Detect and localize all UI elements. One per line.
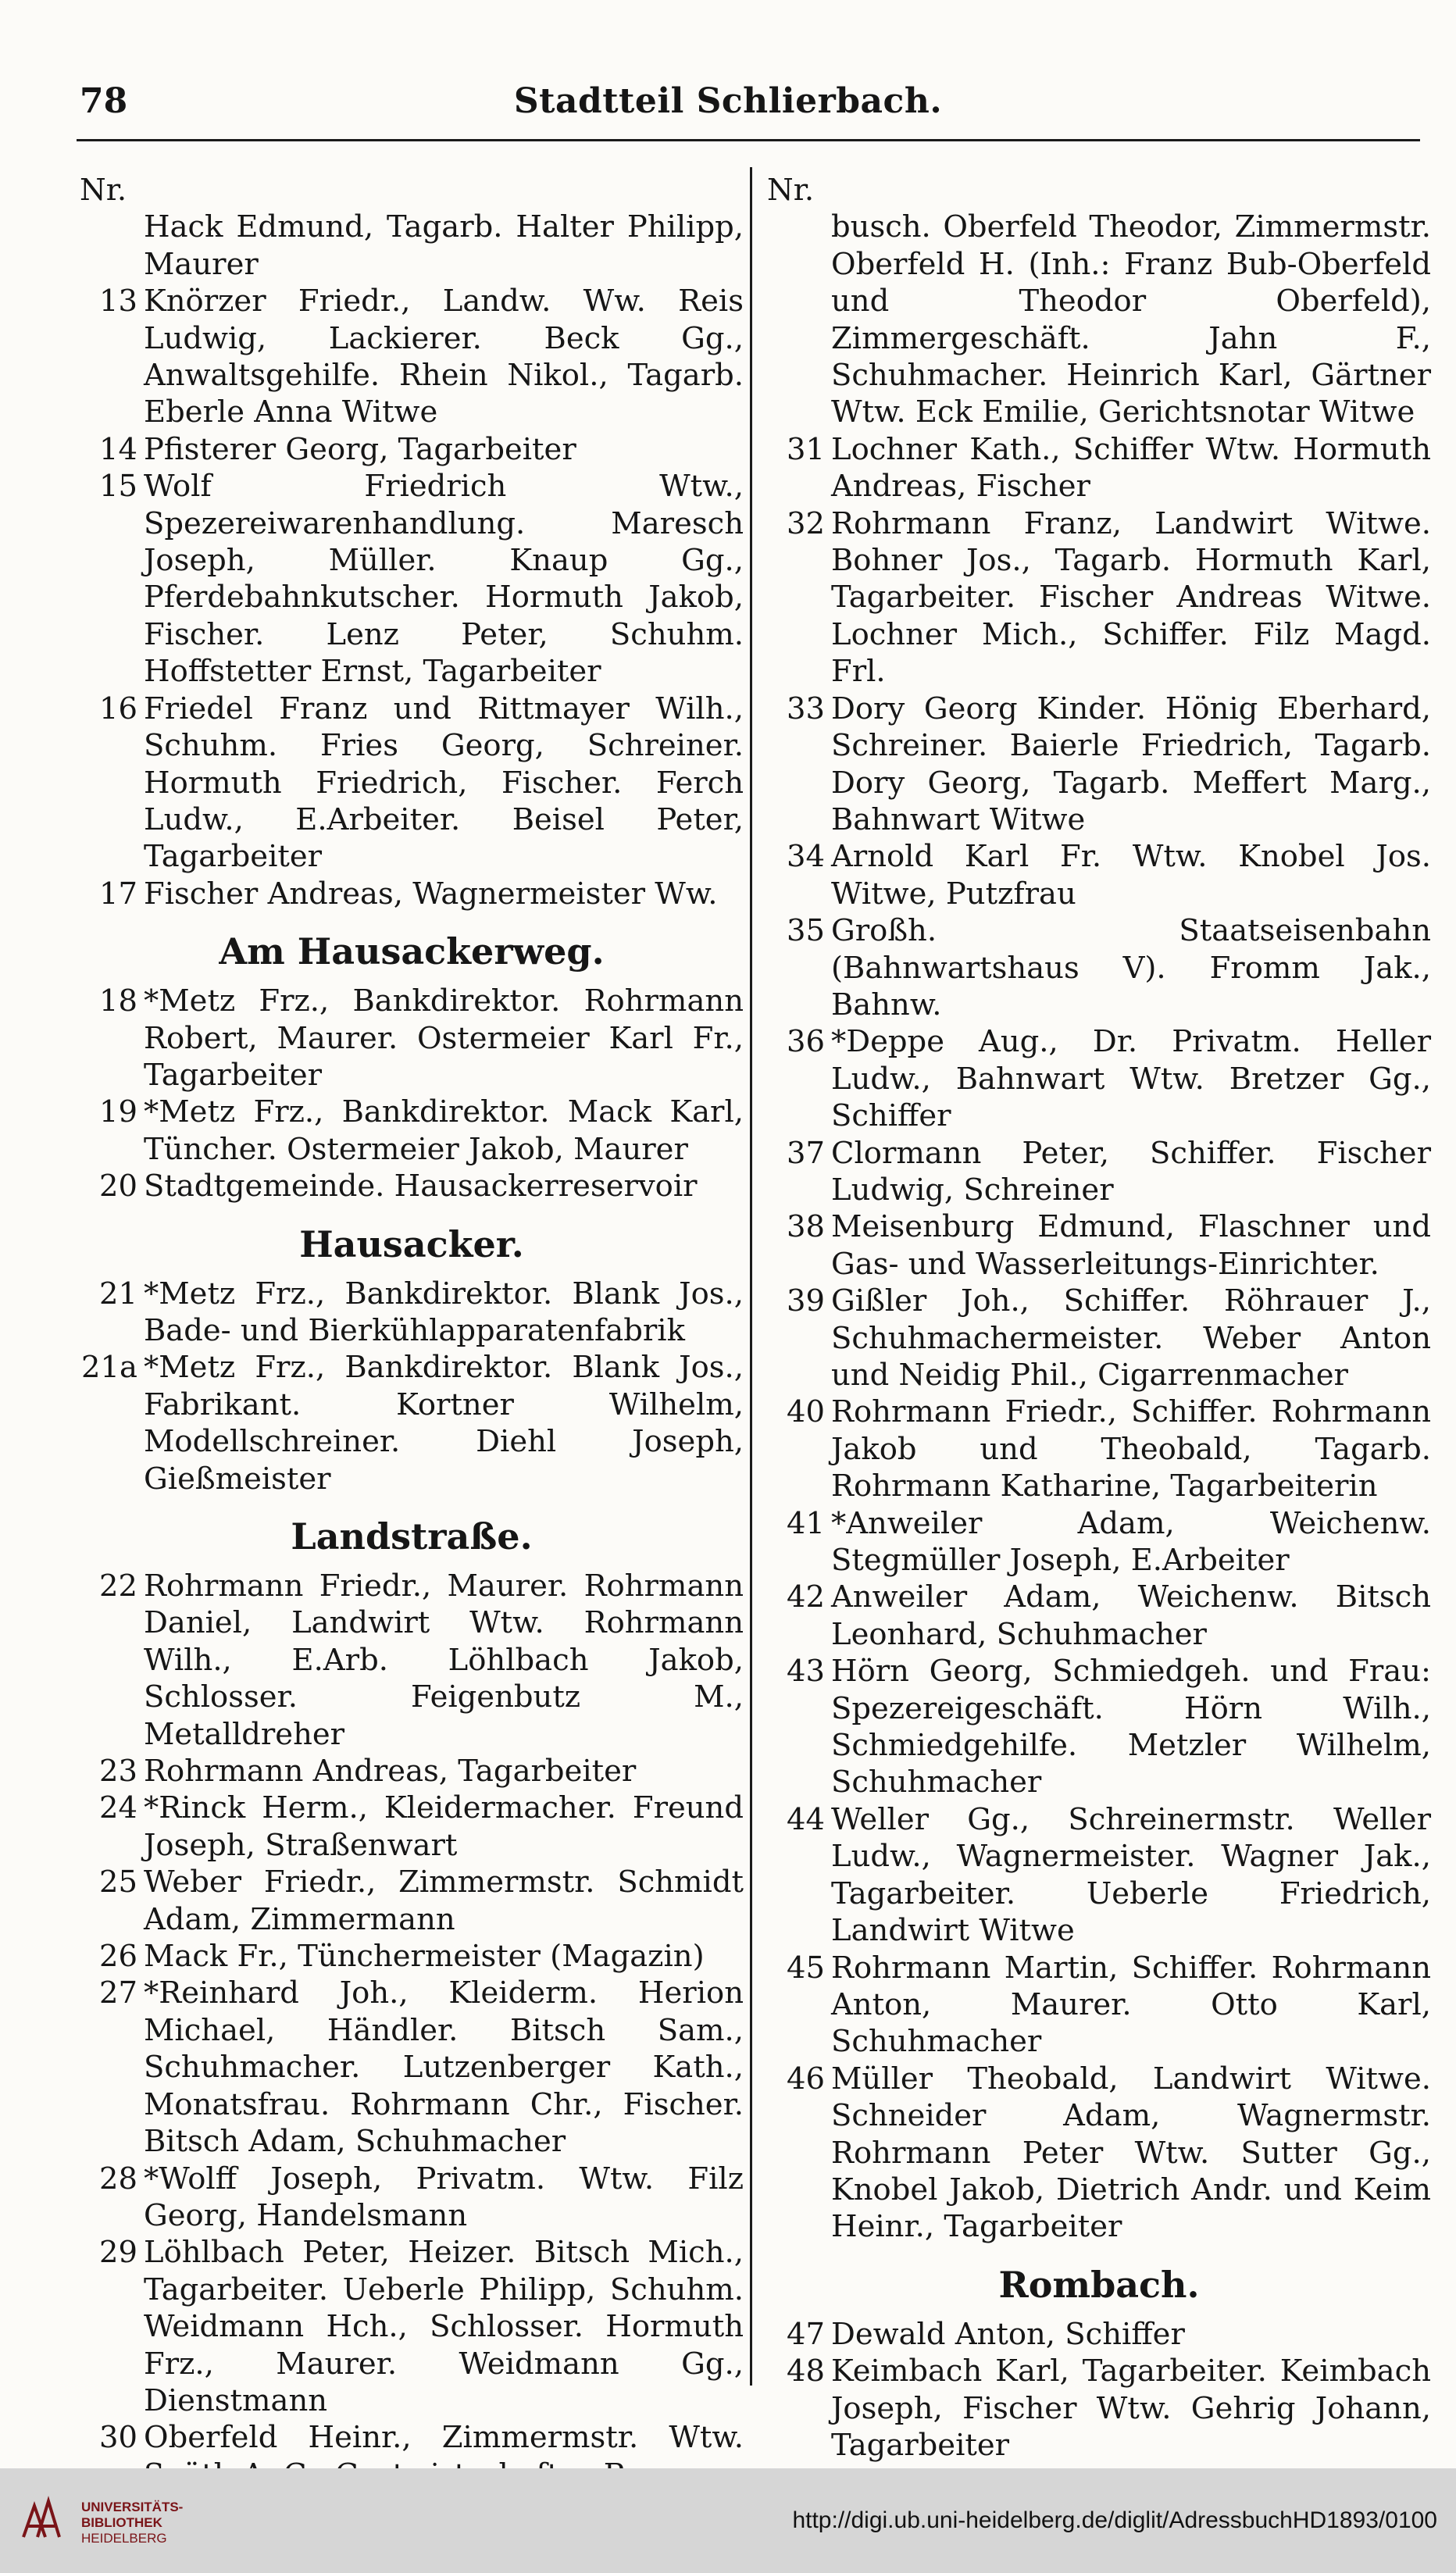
address-entry [80,1753,744,1790]
continuation-entry: Hack Edmund, Tagarb. Halter Philipp, Maurer [144,209,744,282]
address-entry [767,1653,1431,1801]
source-url[interactable]: http://digi.ub.uni-heidelberg.de/diglit/AdressbuchHD1893/0100 [792,2507,1437,2533]
entry-text: Arnold Karl Fr. Wtw. Knobel Jos. Witwe, Putzfrau [831,839,1431,912]
entry-text: *Reinhard Joh., Kleiderm. Herion Michael, Händler. Bitsch Sam., Schuhmacher. Lutzenberger Kath., Monatsfrau. Rohrmann Chr., Fischer. Bitsch Adam, Schuhmacher [144,1975,744,2160]
house-number: 26 [99,1939,137,1975]
footer-bar [0,2468,1456,2573]
house-number: 39 [787,1283,825,1319]
street-heading: Hausacker. [299,1222,524,1265]
entry-text: Rohrmann Franz, Landwirt Witwe. Bohner Jos., Tagarb. Hormuth Karl, Tagarbeiter. Fischer Andreas Witwe. Lochner Mich., Schiffer. Filz Magd. Frl. [831,505,1431,690]
entry-text: Rohrmann Martin, Schiffer. Rohrmann Anton, Maurer. Otto Karl, Schuhmacher [831,1950,1431,2060]
continuation-entry: busch. Oberfeld Theodor, Zimmermstr. Oberfeld H. (Inh.: Franz Bub-Oberfeld und Theodor Oberfeld), Zimmergeschäft. Jahn F., Schuhmacher. Heinrich Karl, Gärtner Wtw. Eck Emilie, Gerichtsnotar Witwe [831,209,1431,430]
address-entry [767,1283,1431,1394]
address-entry [80,1790,744,1864]
address-entry [767,691,1431,839]
house-number: 35 [787,913,825,949]
column-divider [750,167,752,2386]
house-number: 30 [99,2420,137,2456]
page-number: 78 [80,81,128,121]
house-number: 43 [787,1654,825,1690]
entry-text: Mack Fr., Tünchermeister (Magazin) [144,1939,705,1975]
entry-text: Rohrmann Friedr., Maurer. Rohrmann Daniel, Landwirt Wtw. Rohrmann Wilh., E.Arb. Löhlbach Jakob, Schlosser. Feigenbutz M., Metalldreher [144,1568,744,1752]
entry-text: Rohrmann Andreas, Tagarbeiter [144,1754,637,1790]
address-entry [80,468,744,690]
left-column [80,172,744,2493]
address-entry [767,505,1431,691]
house-number: 31 [787,431,825,467]
logo-line: UNIVERSITÄTS- [81,2500,184,2514]
address-entry [767,431,1431,505]
address-entry [767,1135,1431,1209]
house-number: 42 [787,1579,825,1615]
address-entry [80,431,744,468]
address-entry [767,1208,1431,1283]
entry-text: Lochner Kath., Schiffer Wtw. Hormuth Andreas, Fischer [831,431,1431,505]
address-entry [767,838,1431,912]
address-entry [767,912,1431,1023]
house-number: 20 [99,1169,137,1204]
entry-text: Hörn Georg, Schmiedgeh. und Frau: Spezereigeschäft. Hörn Wilh., Schmiedgehilfe. Metzler Wilhelm, Schuhmacher [831,1654,1431,1800]
entry-text: Friedel Franz und Rittmayer Wilh., Schuhm. Fries Georg, Schreiner. Hormuth Friedrich, Fischer. Ferch Ludw., E.Arbeiter. Beisel Peter, Tagarbeiter [144,691,744,875]
entry-text: *Anweiler Adam, Weichenw. Stegmüller Joseph, E.Arbeiter [831,1505,1431,1579]
nr-label: Nr. [80,173,127,208]
house-number: 29 [99,2235,137,2271]
house-number: 40 [787,1394,825,1430]
entry-text: Dewald Anton, Schiffer [831,2316,1185,2352]
library-logo-text [81,2500,183,2546]
house-number: 36 [787,1024,825,1060]
house-number: 18 [99,983,137,1019]
street-heading: Landstraße. [291,1515,533,1558]
house-number: 32 [787,505,825,541]
address-entry [80,1276,744,1350]
header-rule [77,139,1420,141]
entry-text: *Metz Frz., Bankdirektor. Blank Jos., Fabrikant. Kortner Wilhelm, Modellschreiner. Diehl Joseph, Gießmeister [144,1350,744,1497]
house-number: 27 [99,1975,137,2011]
house-number: 48 [787,2354,825,2389]
house-number: 25 [99,1865,137,1900]
address-entry [767,1394,1431,1504]
logo-line: HEIDELBERG [81,2531,167,2546]
entry-text: Weber Friedr., Zimmermstr. Schmidt Adam, Zimmermann [144,1865,744,1937]
entry-text: *Metz Frz., Bankdirektor. Mack Karl, Tüncher. Ostermeier Jakob, Maurer [144,1094,744,1167]
house-number: 46 [787,2061,825,2097]
entry-text: *Metz Frz., Bankdirektor. Rohrmann Robert, Maurer. Ostermeier Karl Fr., Tagarbeiter [144,983,744,1093]
entry-text: Clormann Peter, Schiffer. Fischer Ludwig, Schreiner [831,1135,1431,1208]
entry-text: Meisenburg Edmund, Flaschner und Gas- und Wasserleitungs-Einrichter. [831,1209,1431,1282]
right-column [767,172,1431,2464]
address-entry [80,1568,744,1753]
logo-line: BIBLIOTHEK [81,2515,162,2530]
address-entry [80,983,744,1094]
library-logo-icon [16,2492,70,2546]
house-number: 38 [787,1209,825,1245]
nr-label: Nr. [767,173,815,208]
house-number: 23 [99,1754,137,1790]
entry-text: Rohrmann Friedr., Schiffer. Rohrmann Jakob und Theobald, Tagarb. Rohrmann Katharine, Tagarbeiterin [831,1394,1431,1504]
house-number: 15 [99,469,137,505]
house-number: 21a [81,1350,137,1386]
entry-text: *Metz Frz., Bankdirektor. Blank Jos., Bade- und Bierkühlapparatenfabrik [144,1276,744,1348]
house-number: 44 [787,1801,825,1837]
entry-text: Oberfeld Heinr., Zimmermstr. Wtw. [144,2420,744,2456]
house-number: 21 [99,1276,137,1311]
entry-text: Müller Theobald, Landwirt Witwe. Schneider Adam, Wagnermstr. Rohrmann Peter Wtw. Sutter Gg., Knobel Jakob, Dietrich Andr. und Keim Heinr., Tagarbeiter [831,2061,1431,2245]
house-number: 24 [99,1790,137,1826]
entry-text: Weller Gg., Schreinermstr. Weller Ludw., Wagnermeister. Wagner Jak., Tagarbeiter. Ueberle Friedrich, Landwirt Witwe [831,1801,1431,1949]
entry-text: Knörzer Friedr., Landw. Ww. Reis Ludwig, Lackierer. Beck Gg., Anwaltsgehilfe. Rhein Nikol., Tagarb. Eberle Anna Witwe [144,284,744,430]
house-number: 22 [99,1568,137,1604]
address-entry [80,1975,744,2160]
house-number: 13 [99,284,137,319]
entry-text: Fischer Andreas, Wagnermeister Ww. [144,876,718,912]
house-number: 19 [99,1094,137,1130]
address-entry [767,2353,1431,2464]
entry-text: Großh. Staatseisenbahn (Bahnwartshaus V). Fromm Jak., Bahnw. [831,913,1431,1022]
street-heading: Am Hausackerweg. [219,930,605,973]
entry-text: Anweiler Adam, Weichenw. Bitsch Leonhard, Schuhmacher [831,1579,1431,1652]
address-entry [80,1094,744,1168]
address-entry [767,1579,1431,1653]
house-number: 45 [787,1950,825,1986]
entry-text: Wolf Friedrich Wtw., Spezereiwarenhandlung. Maresch Joseph, Müller. Knaup Gg., Pferdebahnkutscher. Hormuth Jakob, Fischer. Lenz Peter, Schuhm. Hoffstetter Ernst, Tagarbeiter [144,469,744,690]
house-number: 37 [787,1135,825,1171]
house-number: 33 [787,691,825,726]
address-entry [80,876,744,912]
entry-text: Stadtgemeinde. Hausackerreservoir [144,1169,698,1204]
entry-text: *Deppe Aug., Dr. Privatm. Heller Ludw., Bahnwart Wtw. Bretzer Gg., Schiffer [831,1024,1431,1134]
entry-text: Keimbach Karl, Tagarbeiter. Keimbach Joseph, Fischer Wtw. Gehrig Johann, Tagarbeiter [831,2354,1431,2463]
address-entry [80,1349,744,1497]
house-number: 41 [787,1505,825,1541]
street-heading: Rombach. [998,2263,1200,2306]
house-number: 47 [787,2316,825,2352]
address-entry [767,2316,1431,2353]
entry-text: Gißler Joh., Schiffer. Röhrauer J., Schuhmachermeister. Weber Anton und Neidig Phil., Cigarrenmacher [831,1283,1431,1393]
address-entry [80,1864,744,1938]
address-entry [80,2161,744,2235]
house-number: 34 [787,839,825,875]
running-head: Stadtteil Schlierbach. [513,81,943,121]
house-number: 14 [99,431,137,467]
address-entry [80,1168,744,1204]
entry-text: Pfisterer Georg, Tagarbeiter [144,431,576,467]
address-entry [767,2061,1431,2246]
address-entry [80,691,744,876]
entry-text: Löhlbach Peter, Heizer. Bitsch Mich., Tagarbeiter. Ueberle Philipp, Schuhm. Weidmann Hch., Schlosser. Hormuth Frz., Maurer. Weidmann Gg., Dienstmann [144,2235,744,2418]
address-entry [80,1938,744,1975]
house-number: 28 [99,2161,137,2197]
house-number: 16 [99,691,137,726]
address-entry [767,1023,1431,1134]
address-entry [767,1950,1431,2061]
house-number: 17 [99,876,137,912]
entry-text: Dory Georg Kinder. Hönig Eberhard, Schreiner. Baierle Friedrich, Tagarb. Dory Georg, Tagarb. Meffert Marg., Bahnwart Witwe [831,691,1431,837]
address-entry [80,2234,744,2419]
address-entry [767,1505,1431,1579]
entry-text: *Wolff Joseph, Privatm. Wtw. Filz Georg, Handelsmann [144,2161,744,2233]
address-entry [80,283,744,431]
entry-text: *Rinck Herm., Kleidermacher. Freund Joseph, Straßenwart [144,1790,744,1863]
address-entry [767,1801,1431,1950]
